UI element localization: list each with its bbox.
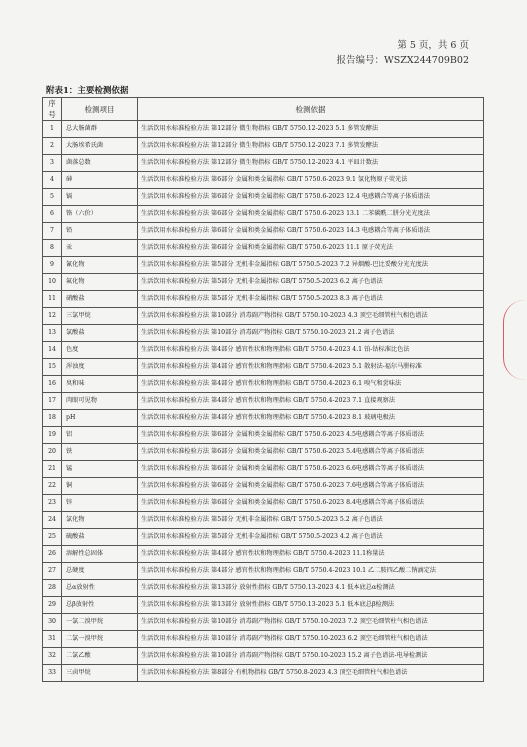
row-item: 肉眼可见物 bbox=[62, 393, 138, 410]
table-row bbox=[43, 563, 484, 580]
row-basis: 生活饮用水标准检验方法 第6部分 金属和类金属指标 GB/T 5750.6-2023 12.4 电感耦合等离子体质谱法 bbox=[138, 189, 484, 206]
row-basis: 生活饮用水标准检验方法 第6部分 金属和类金属指标 GB/T 5750.6-2023 7.6电感耦合等离子体质谱法 bbox=[138, 478, 484, 495]
row-index: 7 bbox=[43, 223, 62, 240]
table-row bbox=[43, 274, 484, 291]
row-basis: 生活饮用水标准检验方法 第10部分 消毒副产物指标 GB/T 5750.10-2023 15.2 离子色谱法-电导检测法 bbox=[138, 648, 484, 665]
row-index: 27 bbox=[43, 563, 62, 580]
row-item: 砷 bbox=[62, 172, 138, 189]
row-item: 汞 bbox=[62, 240, 138, 257]
row-item: 溶解性总固体 bbox=[62, 546, 138, 563]
row-basis: 生活饮用水标准检验方法 第5部分 无机非金属指标 GB/T 5750.5-2023 5.2 离子色谱法 bbox=[138, 512, 484, 529]
table-row bbox=[43, 512, 484, 529]
row-item: 大肠埃希氏菌 bbox=[62, 138, 138, 155]
column-header-index: 序号 bbox=[43, 98, 62, 121]
table-row bbox=[43, 359, 484, 376]
row-basis: 生活饮用水标准检验方法 第6部分 金属和类金属指标 GB/T 5750.6-2023 14.3 电感耦合等离子体质谱法 bbox=[138, 223, 484, 240]
row-index: 19 bbox=[43, 427, 62, 444]
row-basis: 生活饮用水标准检验方法 第6部分 金属和类金属指标 GB/T 5750.6-2023 11.1 原子荧光法 bbox=[138, 240, 484, 257]
table-row bbox=[43, 631, 484, 648]
column-header-basis: 检测依据 bbox=[138, 98, 484, 121]
row-index: 20 bbox=[43, 444, 62, 461]
page-number: 第 5 页，共 6 页 bbox=[397, 40, 469, 51]
table-row bbox=[43, 410, 484, 427]
row-index: 28 bbox=[43, 580, 62, 597]
row-item: 氟化物 bbox=[62, 274, 138, 291]
table-body bbox=[43, 121, 484, 682]
row-item: 铅 bbox=[62, 223, 138, 240]
table-row bbox=[43, 648, 484, 665]
row-item: 氯酸盐 bbox=[62, 325, 138, 342]
row-index: 30 bbox=[43, 614, 62, 631]
table-row bbox=[43, 461, 484, 478]
row-index: 13 bbox=[43, 325, 62, 342]
row-basis: 生活饮用水标准检验方法 第6部分 金属和类金属指标 GB/T 5750.6-2023 8.4电感耦合等离子体质谱法 bbox=[138, 495, 484, 512]
row-index: 10 bbox=[43, 274, 62, 291]
row-item: 锌 bbox=[62, 495, 138, 512]
row-index: 29 bbox=[43, 597, 62, 614]
report-number-label: 报告编号： bbox=[336, 55, 385, 66]
row-item: 总α放射性 bbox=[62, 580, 138, 597]
table-row bbox=[43, 206, 484, 223]
row-item: 臭和味 bbox=[62, 376, 138, 393]
row-basis: 生活饮用水标准检验方法 第5部分 无机非金属指标 GB/T 5750.5-2023 4.2 离子色谱法 bbox=[138, 529, 484, 546]
table-row bbox=[43, 257, 484, 274]
table-row bbox=[43, 529, 484, 546]
row-index: 2 bbox=[43, 138, 62, 155]
table-row bbox=[43, 138, 484, 155]
row-basis: 生活饮用水标准检验方法 第4部分 感官性状和物理指标 GB/T 5750.4-2023 11.1称量法 bbox=[138, 546, 484, 563]
row-index: 17 bbox=[43, 393, 62, 410]
row-index: 11 bbox=[43, 291, 62, 308]
row-basis: 生活饮用水标准检验方法 第10部分 消毒副产物指标 GB/T 5750.10-2023 6.2 顶空毛细管柱气相色谱法 bbox=[138, 631, 484, 648]
row-index: 6 bbox=[43, 206, 62, 223]
table-row bbox=[43, 427, 484, 444]
table-row bbox=[43, 444, 484, 461]
row-item: 一氯二溴甲烷 bbox=[62, 614, 138, 631]
row-index: 21 bbox=[43, 461, 62, 478]
row-basis: 生活饮用水标准检验方法 第13部分 放射性指标 GB/T 5750.13-2023 5.1 低本底总β检测法 bbox=[138, 597, 484, 614]
row-item: 铜 bbox=[62, 478, 138, 495]
row-index: 26 bbox=[43, 546, 62, 563]
column-header-item: 检测项目 bbox=[62, 98, 138, 121]
row-index: 18 bbox=[43, 410, 62, 427]
table-caption: 附表1：主要检测依据 bbox=[46, 86, 129, 96]
row-item: 硝酸盐 bbox=[62, 291, 138, 308]
table-row bbox=[43, 614, 484, 631]
row-item: 硫酸盐 bbox=[62, 529, 138, 546]
table-row bbox=[43, 308, 484, 325]
row-index: 23 bbox=[43, 495, 62, 512]
table-row bbox=[43, 155, 484, 172]
row-index: 12 bbox=[43, 308, 62, 325]
row-index: 22 bbox=[43, 478, 62, 495]
table-row bbox=[43, 121, 484, 138]
table-row bbox=[43, 223, 484, 240]
table-row bbox=[43, 240, 484, 257]
row-index: 14 bbox=[43, 342, 62, 359]
row-item: 氯化物 bbox=[62, 512, 138, 529]
row-basis: 生活饮用水标准检验方法 第4部分 感官性状和物理指标 GB/T 5750.4-2023 8.1 玻璃电极法 bbox=[138, 410, 484, 427]
row-basis: 生活饮用水标准检验方法 第10部分 消毒副产物指标 GB/T 5750.10-2023 21.2 离子色谱法 bbox=[138, 325, 484, 342]
detection-basis-table bbox=[42, 97, 484, 682]
row-index: 4 bbox=[43, 172, 62, 189]
row-basis: 生活饮用水标准检验方法 第8部分 有机物指标 GB/T 5750.8-2023 4.3 顶空毛细管柱气相色谱法 bbox=[138, 665, 484, 682]
row-basis: 生活饮用水标准检验方法 第12部分 微生物指标 GB/T 5750.12-2023 5.1 多管发酵法 bbox=[138, 121, 484, 138]
row-item: 三卤甲烷 bbox=[62, 665, 138, 682]
row-basis: 生活饮用水标准检验方法 第10部分 消毒副产物指标 GB/T 5750.10-2023 7.2 顶空毛细管柱气相色谱法 bbox=[138, 614, 484, 631]
row-basis: 生活饮用水标准检验方法 第12部分 微生物指标 GB/T 5750.12-2023 7.1 多管发酵法 bbox=[138, 138, 484, 155]
row-basis: 生活饮用水标准检验方法 第6部分 金属和类金属指标 GB/T 5750.6-2023 4.5电感耦合等离子体质谱法 bbox=[138, 427, 484, 444]
row-basis: 生活饮用水标准检验方法 第4部分 感官性状和物理指标 GB/T 5750.4-2023 6.1 嗅气和尝味法 bbox=[138, 376, 484, 393]
row-item: 菌落总数 bbox=[62, 155, 138, 172]
row-index: 15 bbox=[43, 359, 62, 376]
row-item: 总硬度 bbox=[62, 563, 138, 580]
row-basis: 生活饮用水标准检验方法 第13部分 放射性指标 GB/T 5750.13-2023 4.1 低本底总α检测法 bbox=[138, 580, 484, 597]
row-index: 5 bbox=[43, 189, 62, 206]
row-item: 镉 bbox=[62, 189, 138, 206]
row-basis: 生活饮用水标准检验方法 第5部分 无机非金属指标 GB/T 5750.5-2023 6.2 离子色谱法 bbox=[138, 274, 484, 291]
row-basis: 生活饮用水标准检验方法 第6部分 金属和类金属指标 GB/T 5750.6-2023 13.1 二苯碳酰二肼分光光度法 bbox=[138, 206, 484, 223]
row-item: pH bbox=[62, 410, 138, 427]
row-basis: 生活饮用水标准检验方法 第4部分 感官性状和物理指标 GB/T 5750.4-2023 5.1 散射法-福尔马肼标准 bbox=[138, 359, 484, 376]
table-row bbox=[43, 393, 484, 410]
row-index: 31 bbox=[43, 631, 62, 648]
row-index: 1 bbox=[43, 121, 62, 138]
page-info bbox=[337, 38, 470, 68]
table-row bbox=[43, 342, 484, 359]
row-item: 总大肠菌群 bbox=[62, 121, 138, 138]
table-row bbox=[43, 546, 484, 563]
row-index: 32 bbox=[43, 648, 62, 665]
table-row bbox=[43, 495, 484, 512]
table-header-row bbox=[43, 98, 484, 121]
row-item: 氰化物 bbox=[62, 257, 138, 274]
table-row bbox=[43, 172, 484, 189]
table-row bbox=[43, 580, 484, 597]
row-basis: 生活饮用水标准检验方法 第4部分 感官性状和物理指标 GB/T 5750.4-2023 7.1 直接观察法 bbox=[138, 393, 484, 410]
row-index: 3 bbox=[43, 155, 62, 172]
row-basis: 生活饮用水标准检验方法 第10部分 消毒副产物指标 GB/T 5750.10-2023 4.3 顶空毛细管柱气相色谱法 bbox=[138, 308, 484, 325]
row-item: 铬（六价） bbox=[62, 206, 138, 223]
row-basis: 生活饮用水标准检验方法 第12部分 微生物指标 GB/T 5750.12-2023 4.1 平皿计数法 bbox=[138, 155, 484, 172]
row-index: 9 bbox=[43, 257, 62, 274]
row-item: 色度 bbox=[62, 342, 138, 359]
table-row bbox=[43, 665, 484, 682]
table-row bbox=[43, 478, 484, 495]
row-item: 铝 bbox=[62, 427, 138, 444]
row-item: 三氯甲烷 bbox=[62, 308, 138, 325]
row-item: 总β放射性 bbox=[62, 597, 138, 614]
table-row bbox=[43, 597, 484, 614]
row-item: 锰 bbox=[62, 461, 138, 478]
row-item: 二氯乙酸 bbox=[62, 648, 138, 665]
row-basis: 生活饮用水标准检验方法 第6部分 金属和类金属指标 GB/T 5750.6-2023 9.1 氢化物原子荧光法 bbox=[138, 172, 484, 189]
row-basis: 生活饮用水标准检验方法 第4部分 感官性状和物理指标 GB/T 5750.4-2023 10.1 乙二胺四乙酸二钠滴定法 bbox=[138, 563, 484, 580]
report-number: WSZX244709B02 bbox=[384, 55, 469, 66]
table-row bbox=[43, 291, 484, 308]
row-basis: 生活饮用水标准检验方法 第6部分 金属和类金属指标 GB/T 5750.6-2023 6.6电感耦合等离子体质谱法 bbox=[138, 461, 484, 478]
row-item: 二氯一溴甲烷 bbox=[62, 631, 138, 648]
row-index: 33 bbox=[43, 665, 62, 682]
row-index: 24 bbox=[43, 512, 62, 529]
row-index: 16 bbox=[43, 376, 62, 393]
report-number-line bbox=[337, 53, 470, 68]
row-basis: 生活饮用水标准检验方法 第5部分 无机非金属指标 GB/T 5750.5-2023 7.2 异烟酸-巴比妥酸分光光度法 bbox=[138, 257, 484, 274]
row-item: 浑浊度 bbox=[62, 359, 138, 376]
inspection-seal bbox=[503, 300, 525, 380]
row-index: 25 bbox=[43, 529, 62, 546]
row-item: 铁 bbox=[62, 444, 138, 461]
table-row bbox=[43, 325, 484, 342]
row-index: 8 bbox=[43, 240, 62, 257]
row-basis: 生活饮用水标准检验方法 第6部分 金属和类金属指标 GB/T 5750.6-2023 5.4电感耦合等离子体质谱法 bbox=[138, 444, 484, 461]
row-basis: 生活饮用水标准检验方法 第5部分 无机非金属指标 GB/T 5750.5-2023 8.3 离子色谱法 bbox=[138, 291, 484, 308]
row-basis: 生活饮用水标准检验方法 第4部分 感官性状和物理指标 GB/T 5750.4-2023 4.1 铂-钴标准比色法 bbox=[138, 342, 484, 359]
table-row bbox=[43, 189, 484, 206]
table-row bbox=[43, 376, 484, 393]
